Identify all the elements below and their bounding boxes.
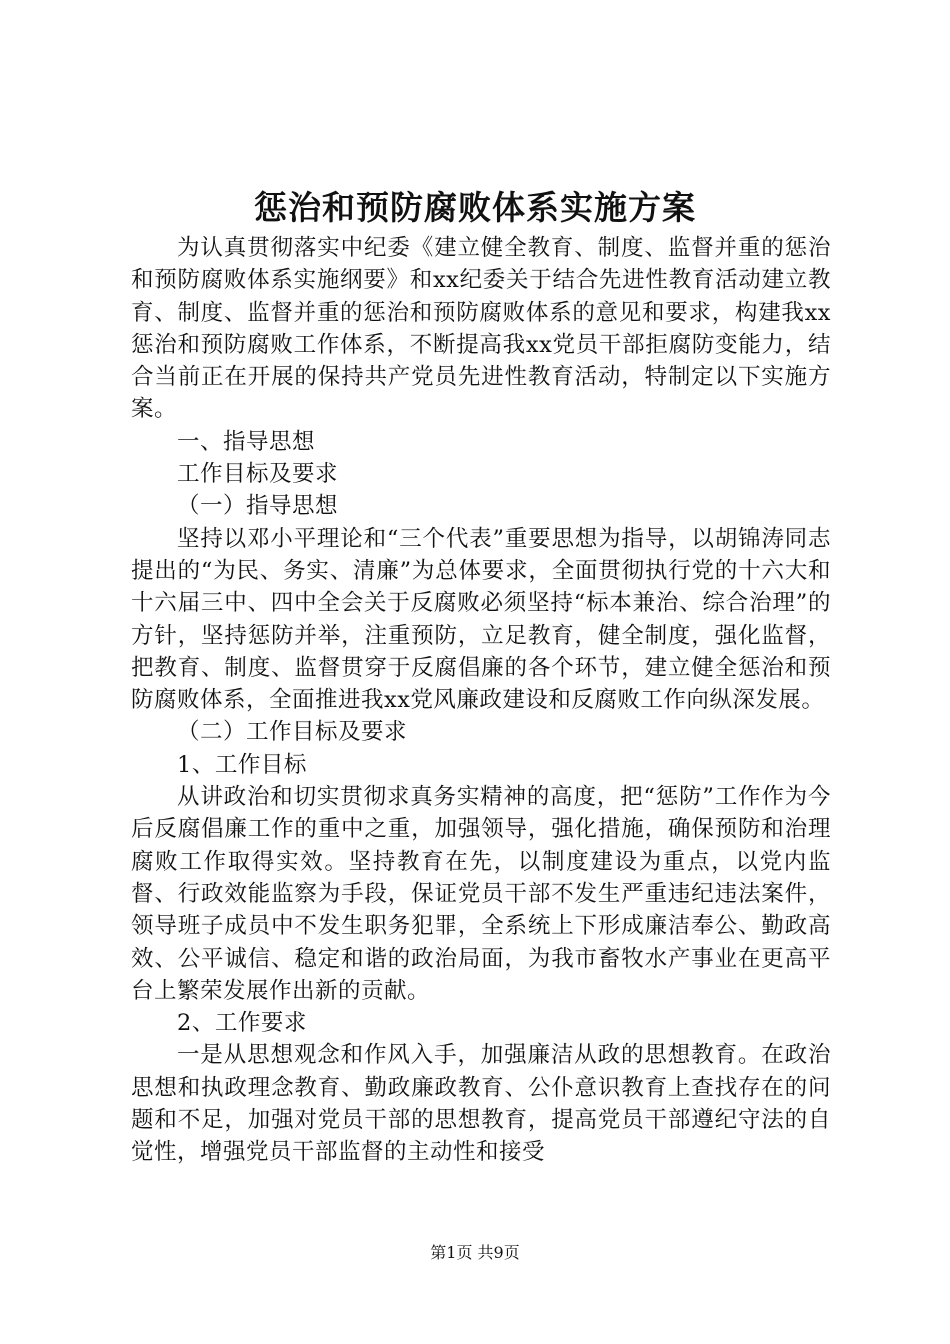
subsection-heading-guiding-thought: （一）指导思想 xyxy=(177,493,339,520)
section-heading-guiding-thought: 一、指导思想 xyxy=(177,428,316,455)
paragraph-work-goal: 从讲政治和切实贯彻求真务实精神的高度，把“惩防”工作作为今后反腐倡廉工作的重中之重，加强领导，强化措施，确保预防和治理腐败工作取得实效。坚持教育在先，以制度建设为重点，以党内监督、行政效能监察为手段，保证党员干部不发生严重违纪违法案件，领导班子成员中不发生职务犯罪，全系统上下形成廉洁奉公、勤政高效、公平诚信、稳定和谐的政治局面，为我市畜牧水产事业在更高平台上繁荣发展作出新的贡献。 xyxy=(131,784,831,1004)
document-title: 惩治和预防腐败体系实施方案 xyxy=(254,188,696,227)
paragraph-work-requirements: 一是从思想观念和作风入手，加强廉洁从政的思想教育。在政治思想和执政理念教育、勤政廉政教育、公仆意识教育上查找存在的问题和不足，加强对党员干部的思想教育，提高党员干部遵纪守法的自觉性，增强党员干部监督的主动性和接受 xyxy=(131,1042,831,1166)
item-heading-work-requirements: 2、工作要求 xyxy=(177,1010,307,1037)
subsection-heading-goals-requirements: （二）工作目标及要求 xyxy=(177,719,408,746)
item-heading-work-goal: 1、工作目标 xyxy=(177,751,307,778)
page-number-footer: 第1页 共9页 xyxy=(430,1243,520,1262)
section-heading-goals: 工作目标及要求 xyxy=(177,461,339,488)
document-body xyxy=(131,232,831,1169)
paragraph-guiding-thought: 坚持以邓小平理论和“三个代表”重要思想为指导，以胡锦涛同志提出的“为民、务实、清廉”为总体要求，全面贯彻执行党的十六大和十六届三中、四中全会关于反腐败必须坚持“标本兼治、综合治理”的方针，坚持惩防并举，注重预防，立足教育，健全制度，强化监督，把教育、制度、监督贯穿于反腐倡廉的各个环节，建立健全惩治和预防腐败体系，全面推进我xx党风廉政建设和反腐败工作向纵深发展。 xyxy=(131,525,831,714)
paragraph-intro: 为认真贯彻落实中纪委《建立健全教育、制度、监督并重的惩治和预防腐败体系实施纲要》和xx纪委关于结合先进性教育活动建立教育、制度、监督并重的惩治和预防腐败体系的意见和要求，构建我xx惩治和预防腐败工作体系，不断提高我xx党员干部拒腐防变能力，结合当前正在开展的保持共产党员先进性教育活动，特制定以下实施方案。 xyxy=(131,235,831,423)
